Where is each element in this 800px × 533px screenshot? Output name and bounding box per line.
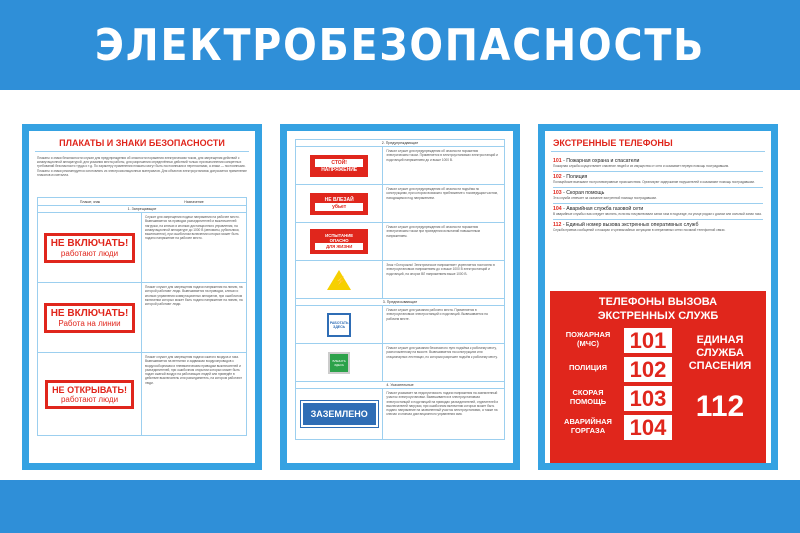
- section-header: 4. Указательные: [296, 382, 504, 389]
- poster-title: ЭЛЕКТРОБЕЗОПАСНОСТЬ: [94, 19, 706, 71]
- panel-title: ЭКСТРЕННЫЕ ТЕЛЕФОНЫ: [551, 131, 765, 152]
- sign-cell: [296, 147, 383, 184]
- service-name: - Единый номер вызова экстренных оперативных служб: [561, 222, 699, 228]
- high-voltage-warning-icon: [327, 270, 351, 290]
- sign-cell: [38, 283, 142, 352]
- column-header-sign: Плакат, знак: [79, 199, 101, 204]
- sign-line1: НЕ ВКЛЮЧАТЬ!: [50, 237, 129, 249]
- sign-cell: [296, 261, 383, 298]
- sign-bottom: убьет: [315, 203, 363, 211]
- list-item: [553, 188, 763, 204]
- work-here-sign: РАБОТАТЬ ЗДЕСЬ: [327, 313, 351, 337]
- prohibit-sign: [44, 303, 136, 333]
- prohibit-sign: [45, 380, 134, 409]
- list-item: [553, 172, 763, 188]
- service-number: 104: [624, 415, 672, 440]
- sign-top: НЕ ВЛЕЗАЙ: [324, 196, 354, 203]
- list-item: [553, 220, 763, 235]
- service-description: Пожарная служба осуществляет спасение людей и их имущества от огня и оказывает первую помощь пострадавшим.: [553, 164, 729, 168]
- list-item: [553, 204, 763, 220]
- sign-line1: НЕ ОТКРЫВАТЬ!: [52, 384, 127, 395]
- table-row: [296, 185, 504, 223]
- sign-cell: [296, 389, 383, 439]
- column-header-purpose: Назначение: [184, 199, 204, 204]
- service-label: СКОРАЯ ПОМОЩЬ: [569, 388, 607, 406]
- service-label: АВАРИЙНАЯ ГОРГАЗА: [564, 417, 612, 435]
- unified-service-label: ЕДИНАЯ СЛУЖБА СПАСЕНИЯ: [688, 334, 752, 372]
- phone-number: 112: [553, 222, 562, 228]
- phone-number: 101: [553, 158, 562, 164]
- sign-cell: [296, 344, 383, 381]
- sign-cell: [296, 223, 383, 260]
- table-row: [296, 389, 504, 439]
- sign-description: Плакат указывает на недопустимость подачи напряжения на заземленный участок электроустановки. Вывешивается в электроустановках электростанций и подстанций на приводах разъединителей, отделителей и выключателей нагрузки, при ошибочном включении которых может быть подано напряжение на заземленный участок электроустановки, а также на ключах и кнопках дистанционного управления ими.: [386, 391, 499, 417]
- sign-description: Плакат служит для запрещения подачи сжатого воздуха и газа. Вывешивается на вентилях и задвижках воздухопроводов к воздухосборникам и пневматическим приводам выключателей и разъединителей, при ошибочном открытии которых может быть подан сжатый воздух на работающих людей или приведён в действие выключатель или разъединитель, на котором работают люди.: [145, 355, 242, 385]
- sign-description: Плакат служит для предупреждения об опасности подъёма по конструкциям, при котором возможно приближение к токоведущим частям, находящимся под напряжением.: [386, 187, 498, 200]
- phone-number: 104: [553, 206, 562, 212]
- service-description: В аварийные службы газа следует звонить, если вы почувствовали запах газа в подъезде, на улице рядом с домом или сильный запах газа.: [553, 212, 762, 216]
- do-not-climb-sign: [310, 193, 368, 215]
- sign-description: Плакат служит для запрещения подачи напряжения на линию, на которой работают люди. Вывешивается на приводах, ключах и кнопках управления коммутационных аппаратов, при ошибочном включении которых может быть подано напряжение на линию, на которой работают люди.: [145, 285, 243, 307]
- sign-cell: [296, 306, 383, 343]
- service-description: Полицейские выезжают на противоправные происшествия. Организуют задержание нарушителей и оказывают помощь пострадавшим.: [553, 180, 755, 184]
- list-item: [553, 156, 763, 172]
- sign-description: Плакат служит для предупреждения об опасности поражения электрическим током. Применяется в электроустановках электростанций и подстанций напряжением до и выше 1000 В.: [386, 149, 498, 162]
- sign-line2: Работа на линии: [58, 318, 121, 328]
- unified-service-number: 112: [695, 390, 745, 423]
- sign-top: ИСПЫТАНИЕ ОПАСНО: [325, 233, 354, 243]
- service-label: ПОЛИЦИЯ: [569, 363, 607, 372]
- climb-here-sign: ВЛЕЗАТЬ ЗДЕСЬ: [328, 352, 350, 374]
- table-row: [38, 353, 246, 435]
- panel-intro-text: Плакаты и знаки безопасности служат для предупреждения об опасности поражения электрическим током, для запрещения действий с коммутационной аппаратурой, для указания места работы, для разрешения определённых действий только при выполнении конкретных требований безопасности труда и т.д. По характеру применения плакаты могут быть постоянными и переносными, а знаки — постоянными. Плакаты и знаки рекомендуется изготовлять из электроизоляционных материалов. Для объектов электроустановок допускается применение плакатов из металла.: [37, 156, 247, 177]
- service-name: - Скорая помощь: [561, 190, 605, 196]
- sign-cell: [38, 213, 142, 282]
- emergency-numbers-block: [550, 291, 766, 463]
- table-row: [296, 306, 504, 344]
- warning-table: [295, 139, 505, 440]
- service-number: 103: [624, 386, 672, 411]
- service-description: Эта служба отвечает за оказание экстренной помощи пострадавшим.: [553, 196, 657, 200]
- sign-top: СТОЙ!: [315, 159, 363, 167]
- emergency-phones-panel: [538, 124, 778, 470]
- sign-description: Плакат служит для предупреждения об опасности поражения электрическим током при проведении испытаний повышенным напряжением.: [386, 225, 480, 238]
- panel-title: ПЛАКАТЫ И ЗНАКИ БЕЗОПАСНОСТИ: [35, 131, 249, 152]
- service-label: ПОЖАРНАЯ (МЧС): [565, 330, 611, 348]
- service-name: - Аварийная служба газовой сети: [561, 206, 644, 212]
- service-number: 101: [624, 328, 672, 353]
- section-header: 2. Предупреждающие: [296, 140, 504, 147]
- phone-number: 103: [553, 190, 562, 196]
- table-header: [38, 198, 246, 206]
- sign-line2: работают люди: [60, 394, 119, 404]
- block-title-line2: ЭКСТРЕННЫХ СЛУЖБ: [597, 310, 719, 322]
- signs-table: [37, 197, 247, 436]
- section-header: 1. Запрещающие: [38, 206, 246, 213]
- sign-description: Плакат служит для указания безопасного пути подъёма к рабочему месту, расположенному на высоте. Вывешивается на конструкциях или стационарных лестницах, по которым разрешен подъём к рабочему месту.: [386, 346, 498, 359]
- service-name: - Пожарная охрана и спасатели: [561, 158, 640, 164]
- header-bar: [0, 0, 800, 90]
- safety-signs-panel: [22, 124, 262, 470]
- table-row: [296, 261, 504, 299]
- table-row: [296, 223, 504, 261]
- sign-cell: [38, 353, 142, 435]
- block-title-line1: ТЕЛЕФОНЫ ВЫЗОВА: [598, 296, 718, 308]
- table-row: [296, 147, 504, 185]
- table-row: [296, 344, 504, 382]
- sign-bottom: НАПРЯЖЕНИЕ: [321, 166, 358, 173]
- service-description: Служба приема сообщений о пожарах и чрезвычайных ситуациях в оперативных сетях носимой телефонной связи.: [553, 228, 726, 232]
- stop-voltage-sign: [310, 155, 368, 177]
- footer-bar: [0, 480, 800, 533]
- table-row: [38, 213, 246, 283]
- sign-description: Знак «Осторожно! Электрическое напряжение» укрепляется постоянно в электроустановках напряжением до и выше 1000 В электростанций и подстанций, на опорах ВЛ напряжением выше 1000 В.: [386, 263, 495, 276]
- sign-description: Плакат служит для указания рабочего места. Применяется в электроустановках электростанций и подстанций. Вывешивается на рабочем месте.: [386, 308, 488, 321]
- service-name: - Полиция: [561, 174, 588, 180]
- sign-line1: НЕ ВКЛЮЧАТЬ!: [50, 307, 129, 319]
- service-number: 102: [624, 357, 672, 382]
- section-header: 3. Предписывающие: [296, 299, 504, 306]
- sign-bottom: ДЛЯ ЖИЗНИ: [315, 243, 363, 250]
- testing-danger-sign: [310, 229, 368, 254]
- phone-number: 102: [553, 174, 562, 180]
- prohibit-sign: [44, 233, 136, 263]
- sign-cell: [296, 185, 383, 222]
- table-row: [38, 283, 246, 353]
- grounded-sign: ЗАЗЕМЛЕНО: [301, 401, 378, 427]
- sign-types-panel: [280, 124, 520, 470]
- sign-line2: работают люди: [60, 248, 119, 258]
- sign-description: Служит для запрещения подачи напряжения на рабочее место. Вывешивается на приводах разъединителей и выключателей нагрузки, на ключах и кнопках дистанционного управления, на коммутационной аппаратуре до 1000 В (автоматы, рубильники, выключатели), при ошибочном включении которых может быть подано напряжение на рабочее место.: [145, 215, 240, 241]
